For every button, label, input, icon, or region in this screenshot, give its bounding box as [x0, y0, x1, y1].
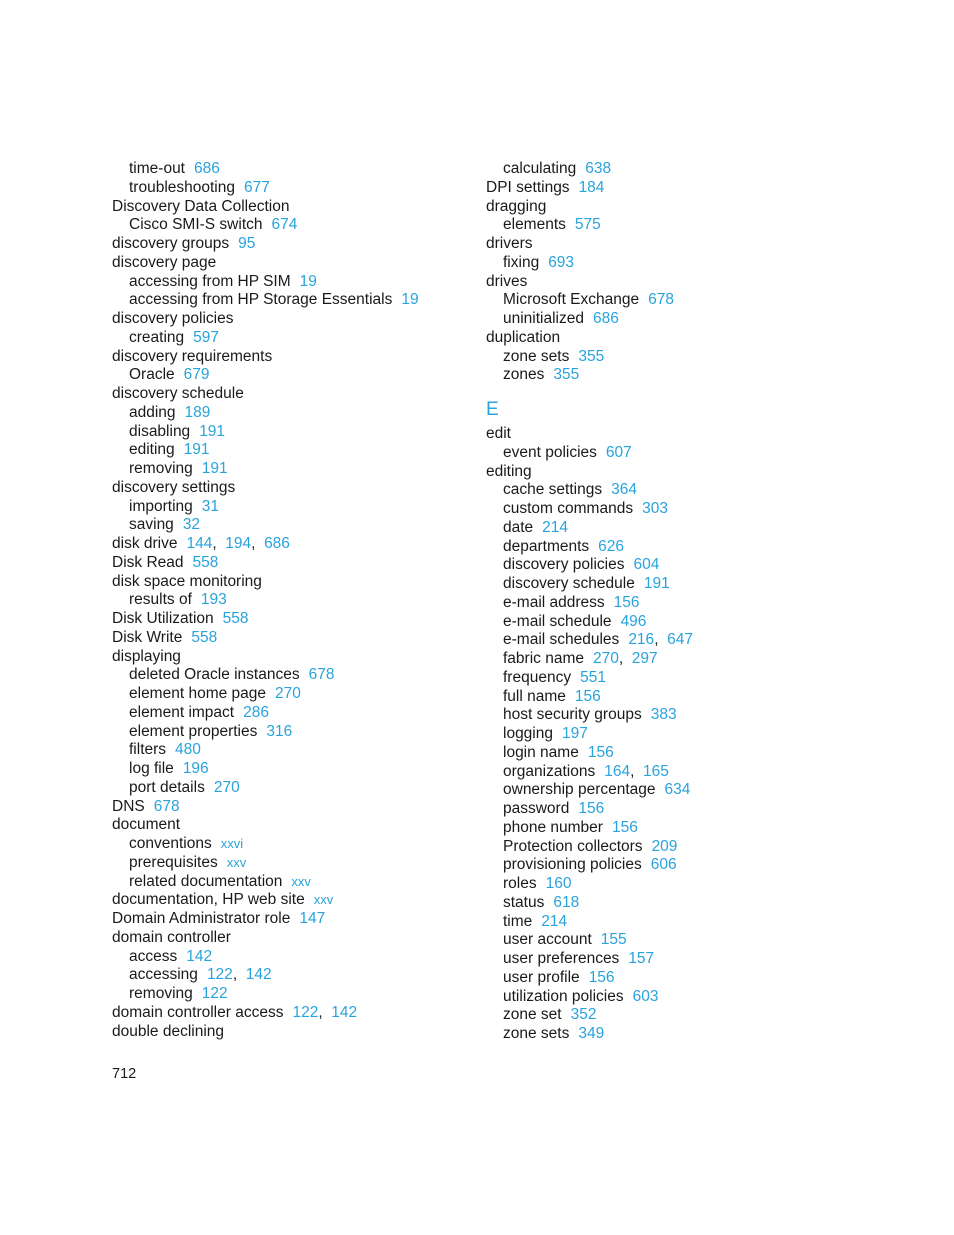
- index-subentry: [486, 310, 846, 329]
- page-reference-link[interactable]: 558: [192, 553, 219, 571]
- index-term: Disk Utilization: [112, 610, 214, 627]
- index-subentry: [112, 516, 462, 535]
- index-subentry: [486, 538, 846, 557]
- index-subentry: [112, 460, 462, 479]
- index-term: related documentation: [129, 872, 283, 890]
- page-reference-link[interactable]: xxv: [313, 892, 334, 908]
- index-entry: [112, 385, 462, 404]
- page-reference-link[interactable]: 191: [199, 422, 226, 440]
- page-reference-link[interactable]: 679: [183, 366, 210, 384]
- index-term: discovery policies: [503, 556, 625, 574]
- index-term: edit: [486, 425, 511, 442]
- index-entry: [112, 798, 462, 817]
- index-entry: [486, 198, 846, 217]
- index-subentry: [486, 988, 846, 1007]
- index-term: elements: [503, 216, 566, 234]
- index-term: user profile: [503, 968, 580, 986]
- page-reference-link[interactable]: 355: [578, 347, 605, 365]
- index-term: Oracle: [129, 366, 175, 384]
- index-subentry: [112, 179, 462, 198]
- index-term: displaying: [112, 647, 181, 665]
- index-subentry: [112, 160, 462, 179]
- page-reference-link[interactable]: 144: [186, 535, 213, 552]
- index-term: time-out: [129, 160, 185, 177]
- index-term: calculating: [503, 160, 577, 177]
- index-subentry: [486, 894, 846, 913]
- index-term: access: [129, 947, 178, 965]
- index-subentry: [112, 723, 462, 742]
- page-reference-link[interactable]: 686: [264, 535, 290, 552]
- index-term: discovery schedule: [503, 575, 635, 592]
- index-subentry: [486, 613, 846, 632]
- page-reference-link[interactable]: 303: [642, 500, 668, 517]
- page-reference-link[interactable]: 122: [206, 966, 233, 984]
- page-reference-link[interactable]: 164: [604, 762, 631, 780]
- index-term: provisioning policies: [503, 856, 642, 874]
- index-group-e: [486, 425, 846, 1044]
- index-subentry: [112, 873, 462, 892]
- page-reference-link[interactable]: 686: [593, 310, 619, 327]
- page-reference-link[interactable]: 156: [611, 818, 638, 836]
- index-subentry: [112, 835, 462, 854]
- index-subentry: [486, 725, 846, 744]
- index-entry: [112, 1023, 462, 1042]
- page-reference-link[interactable]: 618: [553, 893, 580, 911]
- index-entry: [486, 235, 846, 254]
- index-subentry: [112, 591, 462, 610]
- index-term: drivers: [486, 235, 533, 252]
- page-reference-link[interactable]: 19: [401, 291, 419, 309]
- page-reference-link[interactable]: 558: [222, 610, 249, 627]
- page-reference-link[interactable]: 678: [153, 797, 180, 815]
- index-entry: [112, 254, 462, 273]
- page-reference-link[interactable]: 191: [183, 441, 210, 459]
- page-reference-link[interactable]: 316: [266, 722, 293, 740]
- index-term: discovery settings: [112, 478, 236, 496]
- page-reference-link[interactable]: 122: [292, 1003, 319, 1021]
- page-reference-link[interactable]: 157: [628, 950, 655, 967]
- page-reference-link[interactable]: 156: [578, 800, 605, 817]
- index-term: removing: [129, 985, 193, 1002]
- index-term: ownership percentage: [503, 781, 656, 799]
- index-term: results of: [129, 591, 192, 609]
- page-number: 712: [112, 1066, 137, 1082]
- index-term: Protection collectors: [503, 837, 643, 855]
- index-entry: [112, 648, 462, 667]
- index-term: cache settings: [503, 481, 603, 499]
- index-term: event policies: [503, 443, 597, 461]
- page-reference-link[interactable]: 191: [201, 460, 228, 477]
- section-letter-heading: E: [486, 399, 499, 420]
- index-subentry: organizations 164, 165: [503, 762, 669, 780]
- index-term: e-mail schedules: [503, 631, 620, 649]
- index-term: organizations: [503, 762, 596, 780]
- page-reference-link[interactable]: 214: [541, 912, 568, 930]
- index-term: disk drive: [112, 535, 178, 552]
- index-subentry: e-mail schedules 216, 647: [503, 631, 693, 649]
- index-term: disk space monitoring: [112, 572, 262, 590]
- index-subentry: [486, 781, 846, 800]
- page-reference-link[interactable]: 193: [200, 591, 227, 609]
- page-reference-link[interactable]: 32: [182, 516, 201, 534]
- index-subentry: [112, 685, 462, 704]
- index-entry: [486, 425, 846, 444]
- page-reference-link[interactable]: 634: [664, 781, 691, 799]
- page-reference-link[interactable]: 197: [562, 725, 588, 742]
- index-subentry: [486, 931, 846, 950]
- index-term: accessing from HP Storage Essentials: [129, 291, 393, 309]
- page-reference-link[interactable]: 147: [299, 910, 326, 927]
- index-subentry: [486, 913, 846, 932]
- index-term: e-mail address: [503, 593, 605, 611]
- index-subentry: [486, 819, 846, 838]
- index-term: DPI settings: [486, 178, 570, 196]
- index-term: discovery policies: [112, 310, 234, 327]
- index-term: troubleshooting: [129, 178, 235, 196]
- index-subentry: [486, 216, 846, 235]
- page-reference-link[interactable]: 693: [548, 253, 575, 271]
- index-entry: disk drive 144, 194, 686: [112, 535, 290, 552]
- page-reference-link[interactable]: 194: [225, 535, 252, 552]
- index-term: removing: [129, 460, 193, 477]
- index-subentry: [112, 423, 462, 442]
- page-reference-link[interactable]: 686: [194, 160, 220, 177]
- index-entry: [112, 816, 462, 835]
- index-term: status: [503, 893, 545, 911]
- page-reference-link[interactable]: 142: [331, 1003, 358, 1021]
- page-reference-link[interactable]: 189: [184, 403, 211, 421]
- index-subentry: [112, 666, 462, 685]
- index-group-d-continued: [486, 160, 846, 385]
- page-reference-link[interactable]: 191: [643, 575, 670, 592]
- index-term: duplication: [486, 328, 561, 346]
- page-reference-link[interactable]: 575: [574, 216, 601, 234]
- page-reference-link[interactable]: 383: [650, 706, 677, 724]
- index-term: documentation, HP web site: [112, 891, 305, 909]
- index-term: deleted Oracle instances: [129, 666, 300, 684]
- index-term: editing: [486, 462, 532, 480]
- page-reference-link[interactable]: 638: [585, 160, 612, 177]
- index-subentry: [486, 1006, 846, 1025]
- page-reference-link[interactable]: xxv: [291, 873, 311, 889]
- index-term: domain controller: [112, 928, 231, 946]
- index-subentry: [486, 744, 846, 763]
- page-reference-link[interactable]: 196: [182, 760, 209, 777]
- page-reference-link[interactable]: 156: [587, 743, 614, 761]
- index-term: element properties: [129, 722, 258, 740]
- page-reference-link[interactable]: 496: [620, 612, 647, 630]
- index-subentry: [112, 854, 462, 873]
- index-subentry: [112, 441, 462, 460]
- page-reference-link[interactable]: 647: [667, 631, 693, 649]
- page-reference-link[interactable]: 678: [308, 666, 335, 684]
- index-subentry: [486, 800, 846, 819]
- index-subentry: accessing 122, 142: [129, 966, 272, 984]
- page-reference-link[interactable]: 297: [631, 650, 658, 667]
- page-reference-link[interactable]: 355: [553, 366, 580, 384]
- index-term: port details: [129, 778, 205, 796]
- index-term: date: [503, 518, 534, 536]
- index-term: Microsoft Exchange: [503, 291, 640, 309]
- index-term: Disk Read: [112, 553, 184, 571]
- index-entry: [112, 198, 462, 217]
- page-reference-link[interactable]: 286: [243, 703, 269, 721]
- index-term: element home page: [129, 685, 267, 702]
- index-subentry: [112, 291, 462, 310]
- page-reference-link[interactable]: 551: [580, 668, 606, 686]
- index-term: saving: [129, 516, 174, 534]
- index-term: log file: [129, 760, 174, 777]
- index-term: roles: [503, 875, 537, 892]
- index-entry: [112, 629, 462, 648]
- page-reference-link[interactable]: 270: [213, 778, 240, 796]
- index-term: zone sets: [503, 347, 570, 365]
- index-subentry: [486, 594, 846, 613]
- index-entry: domain controller access 122, 142: [112, 1003, 358, 1021]
- index-term: utilization policies: [503, 987, 624, 1005]
- index-subentry: [486, 706, 846, 725]
- page-reference-link[interactable]: 270: [275, 685, 301, 702]
- page-reference-link[interactable]: 209: [651, 837, 678, 855]
- page-reference-link[interactable]: 678: [648, 291, 674, 309]
- index-column-left: [112, 160, 462, 1041]
- page-reference-link[interactable]: 156: [613, 593, 640, 611]
- index-term: full name: [503, 687, 566, 705]
- index-subentry: [486, 575, 846, 594]
- page-reference-link[interactable]: 31: [201, 497, 219, 515]
- index-subentry: [486, 669, 846, 688]
- index-subentry: [112, 498, 462, 517]
- index-term: user preferences: [503, 950, 620, 967]
- page-reference-link[interactable]: 677: [244, 178, 270, 196]
- index-subentry: [112, 985, 462, 1004]
- page-reference-link[interactable]: 270: [592, 650, 619, 667]
- index-term: host security groups: [503, 706, 642, 724]
- index-entry: [112, 348, 462, 367]
- page-reference-link[interactable]: 349: [578, 1025, 605, 1042]
- index-subentry: [486, 950, 846, 969]
- index-term: logging: [503, 725, 553, 742]
- index-term: Disk Write: [112, 628, 183, 646]
- page-reference-link[interactable]: 155: [600, 931, 627, 949]
- index-term: accessing from HP SIM: [129, 272, 291, 290]
- page-reference-link[interactable]: 214: [542, 518, 569, 536]
- page-reference-link[interactable]: 216: [628, 631, 655, 649]
- index-term: custom commands: [503, 500, 634, 517]
- index-entry: [112, 479, 462, 498]
- index-entry: [112, 610, 462, 629]
- index-term: e-mail schedule: [503, 612, 612, 630]
- index-subentry: [112, 760, 462, 779]
- index-term: filters: [129, 741, 167, 759]
- index-subentry: [112, 404, 462, 423]
- page-reference-link[interactable]: 184: [578, 178, 605, 196]
- index-subentry: [486, 160, 846, 179]
- index-term: password: [503, 800, 570, 817]
- index-term: Discovery Data Collection: [112, 197, 290, 215]
- index-entry: [112, 910, 462, 929]
- page-reference-link[interactable]: 122: [201, 985, 228, 1002]
- page-reference-link[interactable]: 352: [570, 1006, 597, 1024]
- page-reference-link[interactable]: 95: [238, 235, 256, 252]
- index-subentry: [486, 254, 846, 273]
- index-subentry: [486, 1025, 846, 1044]
- index-subentry: [486, 366, 846, 385]
- page-reference-link[interactable]: 156: [574, 687, 601, 705]
- index-subentry: fabric name 270, 297: [503, 650, 658, 667]
- index-term: uninitialized: [503, 310, 584, 327]
- index-term: document: [112, 816, 181, 834]
- page-reference-link[interactable]: 607: [605, 443, 632, 461]
- page-reference-link[interactable]: 165: [643, 762, 669, 780]
- page-reference-link[interactable]: 606: [650, 856, 677, 874]
- page-reference-link[interactable]: 156: [588, 968, 615, 986]
- page-reference-link[interactable]: 142: [186, 947, 213, 965]
- index-term: importing: [129, 497, 193, 515]
- index-entry: [112, 235, 462, 254]
- index-term: Cisco SMI-S switch: [129, 216, 263, 234]
- index-term: accessing: [129, 966, 198, 984]
- index-term: element impact: [129, 703, 235, 721]
- index-term: login name: [503, 743, 579, 761]
- index-term: user account: [503, 931, 592, 949]
- index-entry: [112, 929, 462, 948]
- index-subentry: [112, 273, 462, 292]
- index-term: zone sets: [503, 1025, 570, 1042]
- index-term: disabling: [129, 422, 191, 440]
- page-reference-link[interactable]: xxvi: [220, 836, 244, 851]
- index-term: frequency: [503, 668, 572, 686]
- index-subentry: [112, 216, 462, 235]
- index-term: DNS: [112, 797, 145, 815]
- index-term: Domain Administrator role: [112, 910, 291, 927]
- index-subentry: [486, 291, 846, 310]
- index-term: time: [503, 912, 533, 930]
- page-reference-link[interactable]: 480: [175, 741, 201, 759]
- index-term: creating: [129, 328, 185, 346]
- index-term: discovery requirements: [112, 347, 273, 365]
- index-term: editing: [129, 441, 175, 459]
- page-reference-link[interactable]: 160: [545, 875, 572, 892]
- index-term: double declining: [112, 1022, 225, 1040]
- page-reference-link[interactable]: 142: [245, 966, 272, 984]
- page-reference-link[interactable]: 603: [632, 987, 659, 1005]
- index-subentry: [112, 366, 462, 385]
- index-term: departments: [503, 537, 590, 555]
- index-term: prerequisites: [129, 853, 218, 871]
- index-term: zones: [503, 366, 545, 384]
- index-entry: [486, 179, 846, 198]
- index-subentry: [486, 348, 846, 367]
- index-subentry: [112, 704, 462, 723]
- page-reference-link[interactable]: 626: [598, 537, 625, 555]
- index-term: dragging: [486, 197, 547, 215]
- index-subentry: [486, 444, 846, 463]
- index-entry: [486, 273, 846, 292]
- index-term: drives: [486, 272, 528, 290]
- index-term: fabric name: [503, 650, 584, 667]
- index-subentry: [486, 856, 846, 875]
- index-term: discovery groups: [112, 235, 230, 252]
- index-subentry: [486, 688, 846, 707]
- index-entry: [112, 573, 462, 592]
- index-term: zone set: [503, 1006, 562, 1024]
- index-column-right: [486, 160, 846, 1044]
- page-reference-link[interactable]: 364: [611, 481, 637, 499]
- index-term: conventions: [129, 835, 212, 852]
- index-subentry: [486, 519, 846, 538]
- index-term: phone number: [503, 818, 603, 836]
- page-reference-link[interactable]: 674: [271, 216, 298, 234]
- index-term: adding: [129, 403, 176, 421]
- index-subentry: [486, 500, 846, 519]
- index-subentry: [486, 481, 846, 500]
- page-reference-link[interactable]: 558: [191, 628, 218, 646]
- page-reference-link[interactable]: 604: [633, 556, 660, 574]
- page-reference-link[interactable]: 19: [299, 272, 317, 290]
- index-entry: [112, 891, 462, 910]
- index-subentry: [486, 875, 846, 894]
- index-term: discovery schedule: [112, 385, 244, 402]
- index-entry: [486, 463, 846, 482]
- index-subentry: [112, 741, 462, 760]
- page-reference-link[interactable]: xxv: [226, 854, 247, 870]
- index-term: discovery page: [112, 253, 217, 271]
- index-entry: [112, 310, 462, 329]
- index-term: domain controller access: [112, 1003, 284, 1021]
- index-subentry: [486, 556, 846, 575]
- index-subentry: [486, 969, 846, 988]
- index-subentry: [112, 779, 462, 798]
- index-entry: [112, 554, 462, 573]
- index-subentry: [486, 838, 846, 857]
- page-reference-link[interactable]: 597: [193, 328, 220, 346]
- index-subentry: [112, 329, 462, 348]
- index-term: fixing: [503, 253, 540, 271]
- index-subentry: [112, 948, 462, 967]
- index-entry: [486, 329, 846, 348]
